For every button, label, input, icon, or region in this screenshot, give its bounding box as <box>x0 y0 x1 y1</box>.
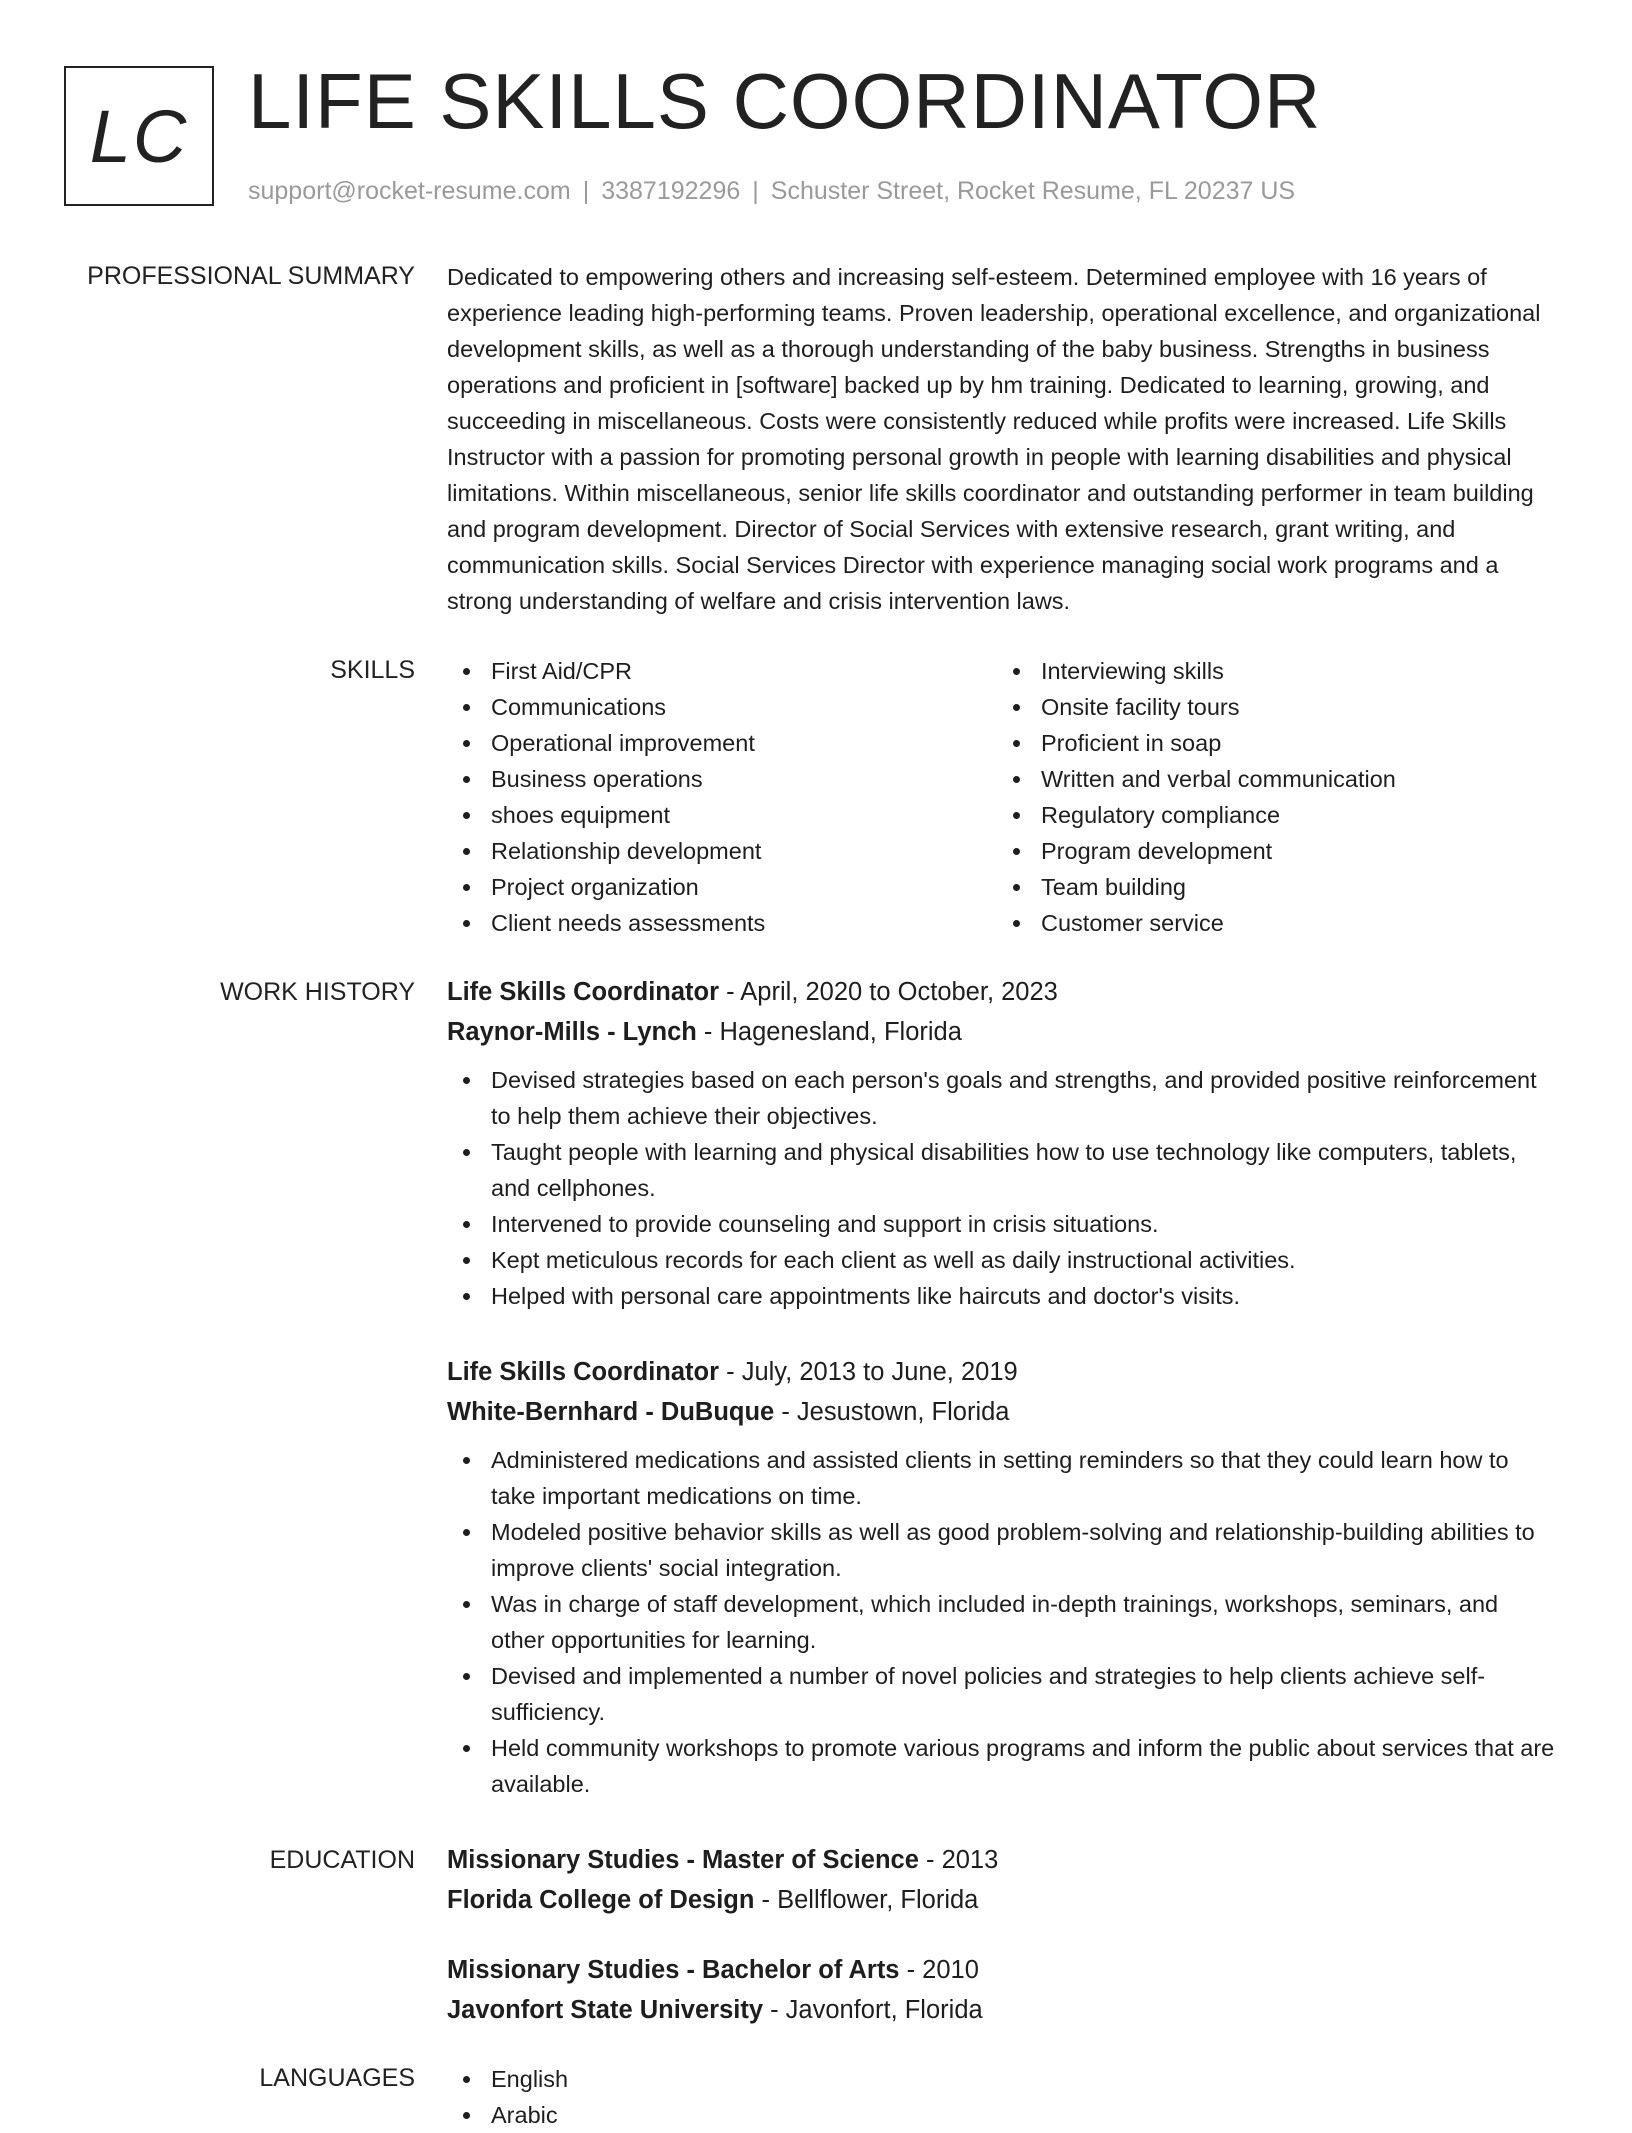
education-degree: Missionary Studies - Master of Science <box>447 1846 919 1874</box>
section-label-skills: SKILLS <box>330 656 415 684</box>
job-bullet: Helped with personal care appointments like haircuts and doctor's visits. <box>447 1278 1557 1314</box>
skill-item: Client needs assessments <box>447 905 967 941</box>
section-label-education: EDUCATION <box>269 1846 415 1874</box>
education-degree: Missionary Studies - Bachelor of Arts <box>447 1956 900 1984</box>
contact-email[interactable]: support@rocket-resume.com <box>248 177 571 205</box>
summary-text: Dedicated to empowering others and increasing self-esteem. Determined employee with 16 years of experience leading high-performing teams. Proven leadership, operational excellence, and organizational development skills, as well as a thorough understanding of the baby business. Strengths in business operations and proficient in [software] backed up by hm training. Dedicated to learning, growing, and succeeding in miscellaneous. Costs were consistently reduced while profits were increased. Life Skills Instructor with a passion for promoting personal growth in people with learning disabilities and physical limitations. Within miscellaneous, senior life skills coordinator and outstanding performer in team building and program development. Director of Social Services with extensive research, grant writing, and communication skills. Social Services Director with experience managing social work programs and a strong understanding of welfare and crisis intervention laws. <box>447 264 1541 614</box>
education-location: - Bellflower, Florida <box>754 1886 979 1914</box>
job-bullet: Kept meticulous records for each client as well as daily instructional activities. <box>447 1242 1557 1278</box>
language-item: Arabic <box>447 2097 1557 2133</box>
job-title: Life Skills Coordinator <box>447 978 720 1006</box>
job-dates: - April, 2020 to October, 2023 <box>719 978 1058 1006</box>
section-label-summary: PROFESSIONAL SUMMARY <box>87 262 415 290</box>
job-company: Raynor-Mills - Lynch <box>447 1018 697 1046</box>
skill-item: Program development <box>997 833 1557 869</box>
language-item: English <box>447 2061 1557 2097</box>
job-bullet: Held community workshops to promote various programs and inform the public about services that are available. <box>447 1730 1557 1802</box>
skill-item: Interviewing skills <box>997 653 1557 689</box>
job-bullet: Devised strategies based on each person's goals and strengths, and provided positive reinforcement to help them achieve their objectives. <box>447 1062 1557 1134</box>
education-school-line <box>447 1990 983 2030</box>
job-bullets <box>447 1062 1557 1314</box>
job-bullet: Intervened to provide counseling and support in crisis situations. <box>447 1206 1557 1242</box>
job-title-line <box>447 1352 1557 1392</box>
contact-separator: | <box>752 177 759 205</box>
education-entry <box>447 1840 998 1920</box>
education-school-line <box>447 1880 998 1920</box>
section-label-work-history: WORK HISTORY <box>220 978 415 1006</box>
skill-item: First Aid/CPR <box>447 653 967 689</box>
languages-list <box>447 2061 1557 2133</box>
job-title: Life Skills Coordinator <box>447 1358 720 1386</box>
education-entry <box>447 1950 983 2030</box>
skill-item: Onsite facility tours <box>997 689 1557 725</box>
education-degree-line <box>447 1840 998 1880</box>
skill-item: Relationship development <box>447 833 967 869</box>
education-degree-line <box>447 1950 983 1990</box>
job-company-line <box>447 1012 1557 1052</box>
job-location: - Jesustown, Florida <box>774 1398 1010 1426</box>
education-school: Javonfort State University <box>447 1996 764 2024</box>
job-entry <box>447 972 1557 1314</box>
skill-item: Communications <box>447 689 967 725</box>
monogram-logo: LC <box>64 66 214 206</box>
job-bullet: Taught people with learning and physical disabilities how to use technology like computers, tablets, and cellphones. <box>447 1134 1557 1206</box>
contact-separator: | <box>582 177 590 205</box>
skill-item: Regulatory compliance <box>997 797 1557 833</box>
contact-line <box>248 174 1295 208</box>
job-bullet: Modeled positive behavior skills as well as good problem-solving and relationship-building abilities to improve clients' social integration. <box>447 1514 1557 1586</box>
skills-list-right <box>997 653 1557 941</box>
contact-address: Schuster Street, Rocket Resume, FL 20237 US <box>770 177 1296 205</box>
skill-item: Team building <box>997 869 1557 905</box>
skill-item: shoes equipment <box>447 797 967 833</box>
skill-item: Project organization <box>447 869 967 905</box>
education-year: - 2010 <box>899 1956 979 1984</box>
section-label-languages: LANGUAGES <box>259 2064 415 2092</box>
job-bullet: Devised and implemented a number of novel policies and strategies to help clients achieve self-sufficiency. <box>447 1658 1557 1730</box>
skill-item: Business operations <box>447 761 967 797</box>
job-location: - Hagenesland, Florida <box>696 1018 962 1046</box>
job-dates: - July, 2013 to June, 2019 <box>719 1358 1018 1386</box>
skill-item: Proficient in soap <box>997 725 1557 761</box>
skill-item: Operational improvement <box>447 725 967 761</box>
job-company: White-Bernhard - DuBuque <box>447 1398 775 1426</box>
job-bullets <box>447 1442 1557 1802</box>
job-company-line <box>447 1392 1557 1432</box>
job-bullet: Administered medications and assisted clients in setting reminders so that they could learn how to take important medications on time. <box>447 1442 1557 1514</box>
job-entry <box>447 1352 1557 1802</box>
skills-list-left <box>447 653 967 941</box>
education-school: Florida College of Design <box>447 1886 755 1914</box>
resume-title: LIFE SKILLS COORDINATOR <box>248 57 1322 145</box>
job-bullet: Was in charge of staff development, which included in-depth trainings, workshops, seminars, and other opportunities for learning. <box>447 1586 1557 1658</box>
education-year: - 2013 <box>918 1846 999 1874</box>
skill-item: Written and verbal communication <box>997 761 1557 797</box>
job-title-line <box>447 972 1557 1012</box>
education-location: - Javonfort, Florida <box>763 1996 983 2024</box>
contact-phone[interactable]: 3387192296 <box>601 177 741 205</box>
skill-item: Customer service <box>997 905 1557 941</box>
